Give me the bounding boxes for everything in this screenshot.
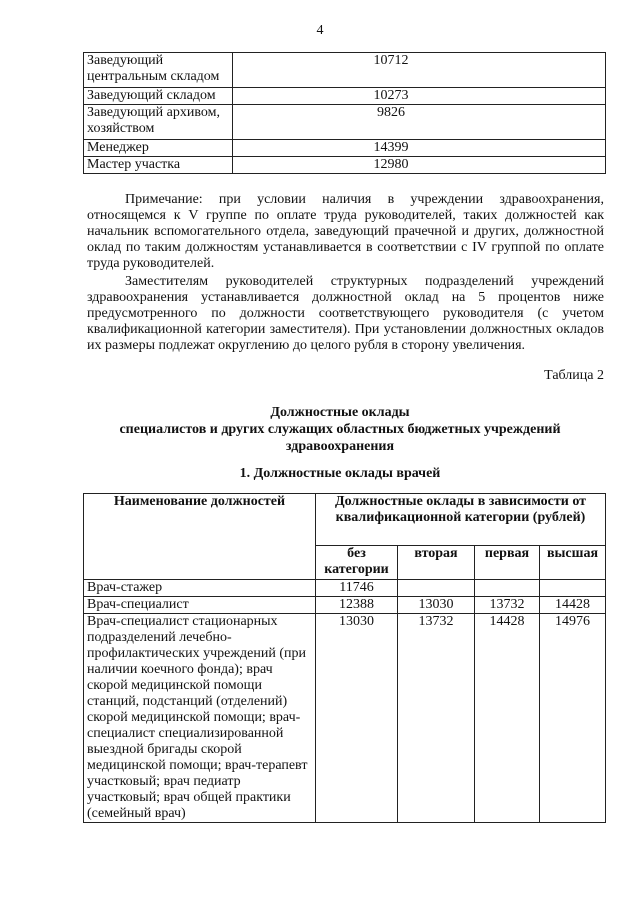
note-block <box>87 192 604 354</box>
salary-value: 14976 <box>540 614 606 823</box>
position-name: Заведующий центральным складом <box>84 53 233 88</box>
salary-value: 14428 <box>540 597 606 614</box>
column-header-category: высшая <box>540 546 606 580</box>
table-caption: Таблица 2 <box>544 368 604 383</box>
salary-value: 12980 <box>233 157 606 174</box>
position-name: Заведующий архивом, хозяйством <box>84 105 233 140</box>
column-header-group: Должностные оклады в зависимости от квалификационной категории (рублей) <box>316 494 606 546</box>
salary-value: 13030 <box>398 597 475 614</box>
salary-value: 12388 <box>316 597 398 614</box>
column-header-category: вторая <box>398 546 475 580</box>
table-row <box>84 105 606 140</box>
heading-line-2: специалистов и других служащих областных бюджетных учреждений <box>119 422 561 437</box>
position-name: Менеджер <box>84 140 233 157</box>
salary-value <box>398 580 475 597</box>
deputy-paragraph: Заместителям руководителей структурных подразделений учреждений здравоохранения устанавливается должностной оклад на 5 процентов ниже предусмотренного по должности соответствующего руководителя (с учетом квалификационной категории заместителя). При установлении должностных окладов их размеры подлежат округлению до целого рубля в сторону увеличения. <box>87 274 604 353</box>
salary-value: 14428 <box>475 614 540 823</box>
table-row <box>84 614 606 823</box>
salary-value: 10273 <box>233 88 606 105</box>
salary-value: 14399 <box>233 140 606 157</box>
position-name: Врач-специалист стационарных подразделений лечебно-профилактических учреждений (при наличии коечного фонда); врач скорой медицинской помощи станций, подстанций (отделений) скорой медицинской помощи; врач-специалист специализированной выездной бригады скорой медицинской помощи; врач-терапевт участковый; врач педиатр участковый; врач общей практики (семейный врач) <box>84 614 316 823</box>
table-header-row <box>84 494 606 546</box>
heading-line-3: здравоохранения <box>285 439 395 454</box>
table-row <box>84 88 606 105</box>
position-name: Мастер участка <box>84 157 233 174</box>
salary-value: 9826 <box>233 105 606 140</box>
salary-value: 13030 <box>316 614 398 823</box>
table-row <box>84 597 606 614</box>
salary-value: 10712 <box>233 53 606 88</box>
doctor-salary-table <box>83 493 606 823</box>
salary-value: 11746 <box>316 580 398 597</box>
heading-line-1: Должностные оклады <box>270 405 410 420</box>
column-header-name: Наименование должностей <box>84 494 316 580</box>
subheading: 1. Должностные оклады врачей <box>239 466 441 481</box>
salary-value <box>540 580 606 597</box>
column-header-category: без категории <box>316 546 398 580</box>
position-name: Врач-стажер <box>84 580 316 597</box>
column-header-category: первая <box>475 546 540 580</box>
table-row <box>84 157 606 174</box>
page-number: 4 <box>316 23 324 38</box>
table-row <box>84 140 606 157</box>
salary-value <box>475 580 540 597</box>
salary-value: 13732 <box>398 614 475 823</box>
positions-salary-table-continued <box>83 52 606 174</box>
position-name: Заведующий складом <box>84 88 233 105</box>
table-row <box>84 580 606 597</box>
table-row <box>84 53 606 88</box>
salary-value: 13732 <box>475 597 540 614</box>
note-paragraph: Примечание: при условии наличия в учреждении здравоохранения, относящемся к V группе по оплате труда руководителей, таких должностей как начальник вспомогательного отдела, заведующий прачечной и других, должностной оклад по таким должностям устанавливается в соответствии с IV группой по оплате труда руководителей. <box>87 192 604 271</box>
position-name: Врач-специалист <box>84 597 316 614</box>
